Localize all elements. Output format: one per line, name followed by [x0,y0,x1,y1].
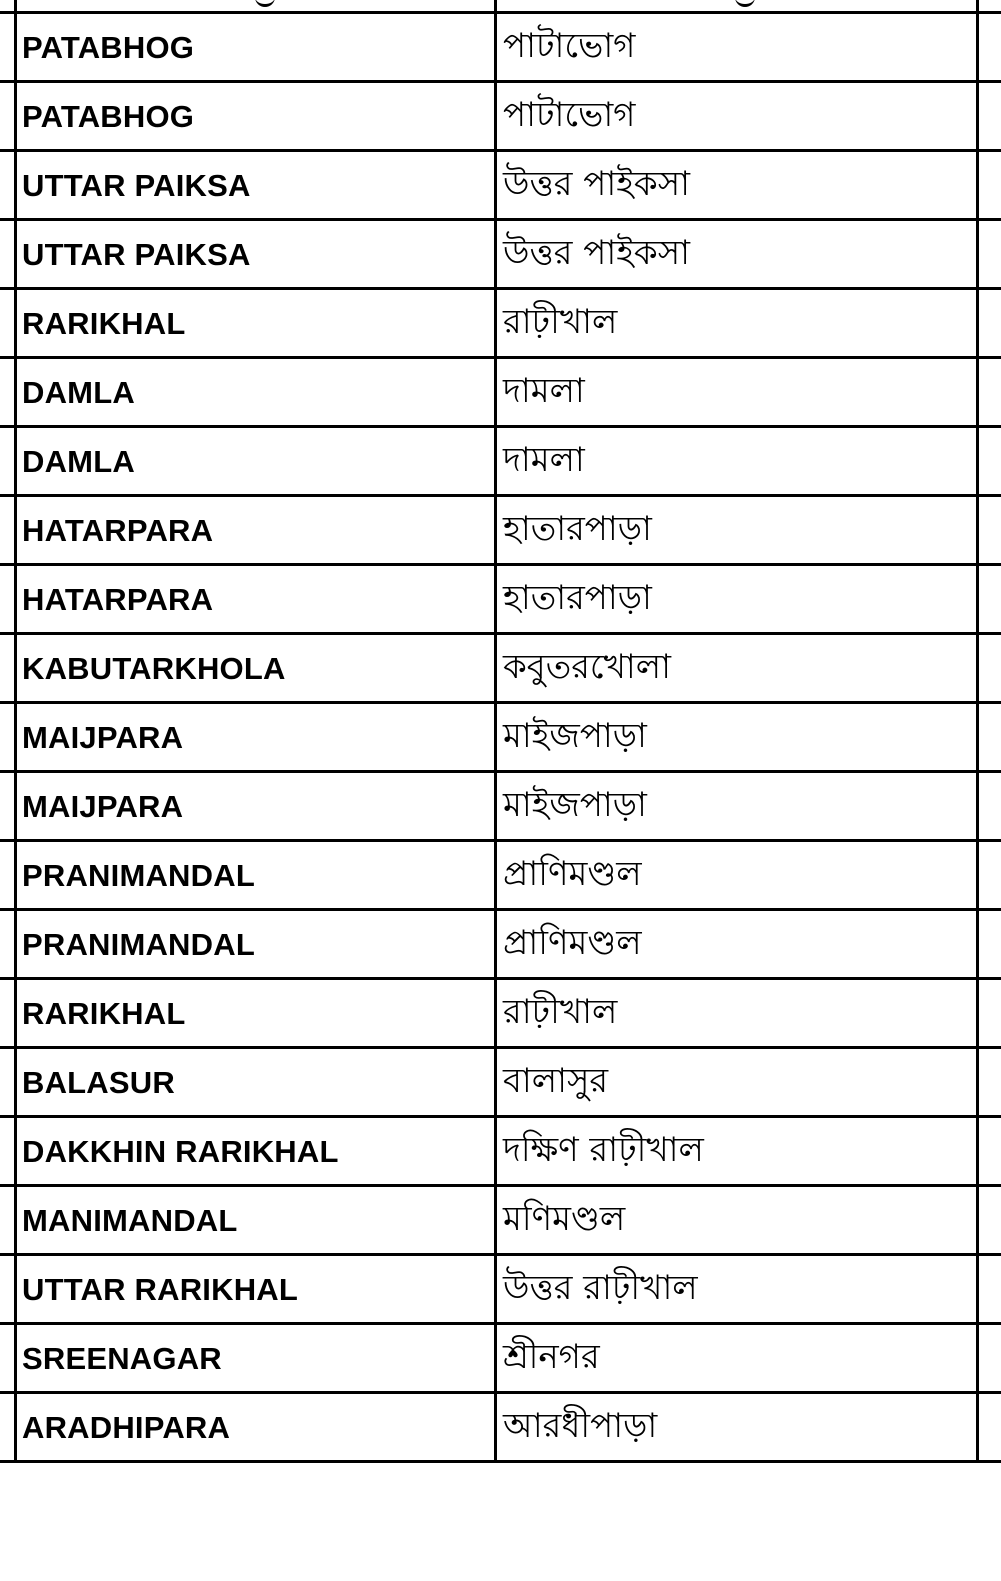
english-place-name: ARADHIPARA [22,1410,231,1445]
table-row [0,911,1001,980]
english-place-name: PRANIMANDAL [22,927,255,962]
english-place-name: PRANIMANDAL [22,858,255,893]
english-place-name: UTTAR PAIKSA [22,168,251,203]
english-place-name: BALASUR [22,1065,175,1100]
table-row [0,773,1001,842]
bengali-place-name: মাইজপাড়া [503,785,647,825]
table-row [0,842,1001,911]
bengali-place-name: আরধীপাড়া [503,1406,658,1446]
table-row [0,221,1001,290]
bengali-place-name: দক্ষিণ রাঢ়ীখাল [503,1130,704,1170]
english-place-name: SREENAGAR [22,1341,222,1376]
english-place-name: MANIMANDAL [22,1203,238,1238]
table-row [0,1256,1001,1325]
english-place-name: RARIKHAL [22,996,186,1031]
place-name-table [0,14,1001,1463]
english-place-name: DAMLA [22,375,135,410]
english-place-name: DAKKHIN RARIKHAL [22,1134,339,1169]
bengali-place-name: শ্রীনগর [503,1337,600,1377]
table-row [0,1325,1001,1394]
header-text-remnant [735,0,755,7]
english-place-name: PATABHOG [22,30,195,65]
bengali-place-name: রাঢ়ীখাল [503,992,618,1032]
table-row [0,14,1001,83]
table-row [0,290,1001,359]
bengali-place-name: হাতারপাড়া [503,578,652,618]
bengali-place-name: হাতারপাড়া [503,509,652,549]
table-row [0,635,1001,704]
table-row [0,152,1001,221]
row-border-tick [0,1460,14,1463]
english-place-name: PATABHOG [22,99,195,134]
english-place-name: HATARPARA [22,513,214,548]
english-place-name: RARIKHAL [22,306,186,341]
table-row [0,1118,1001,1187]
english-place-name: DAMLA [22,444,135,479]
english-place-name: HATARPARA [22,582,214,617]
bengali-place-name: পাটাভোগ [503,95,636,135]
bengali-place-name: বালাসুর [503,1061,609,1101]
table-row [0,1394,1001,1463]
bengali-place-name: প্রাণিমণ্ডল [503,923,642,963]
table-row [0,980,1001,1049]
table-row [0,1049,1001,1118]
bengali-place-name: দামলা [503,371,585,411]
english-place-name: MAIJPARA [22,720,184,755]
table-row [0,1187,1001,1256]
english-place-name: KABUTARKHOLA [22,651,286,686]
bengali-place-name: মণিমণ্ডল [503,1199,626,1239]
table-row [0,428,1001,497]
english-place-name: UTTAR PAIKSA [22,237,251,272]
header-text-remnant [255,0,275,7]
table-row [0,83,1001,152]
bengali-place-name: প্রাণিমণ্ডল [503,854,642,894]
bengali-place-name: কবুতরখোলা [503,647,671,687]
bengali-place-name: পাটাভোগ [503,26,636,66]
english-place-name: MAIJPARA [22,789,184,824]
bengali-place-name: উত্তর রাঢ়ীখাল [503,1268,698,1308]
bengali-place-name: উত্তর পাইকসা [503,164,691,204]
bengali-place-name: উত্তর পাইকসা [503,233,691,273]
table-row [0,359,1001,428]
bengali-place-name: মাইজপাড়া [503,716,647,756]
table-row [0,497,1001,566]
table-row [0,566,1001,635]
bengali-place-name: রাঢ়ীখাল [503,302,618,342]
bengali-place-name: দামলা [503,440,585,480]
english-place-name: UTTAR RARIKHAL [22,1272,299,1307]
table-row [0,704,1001,773]
